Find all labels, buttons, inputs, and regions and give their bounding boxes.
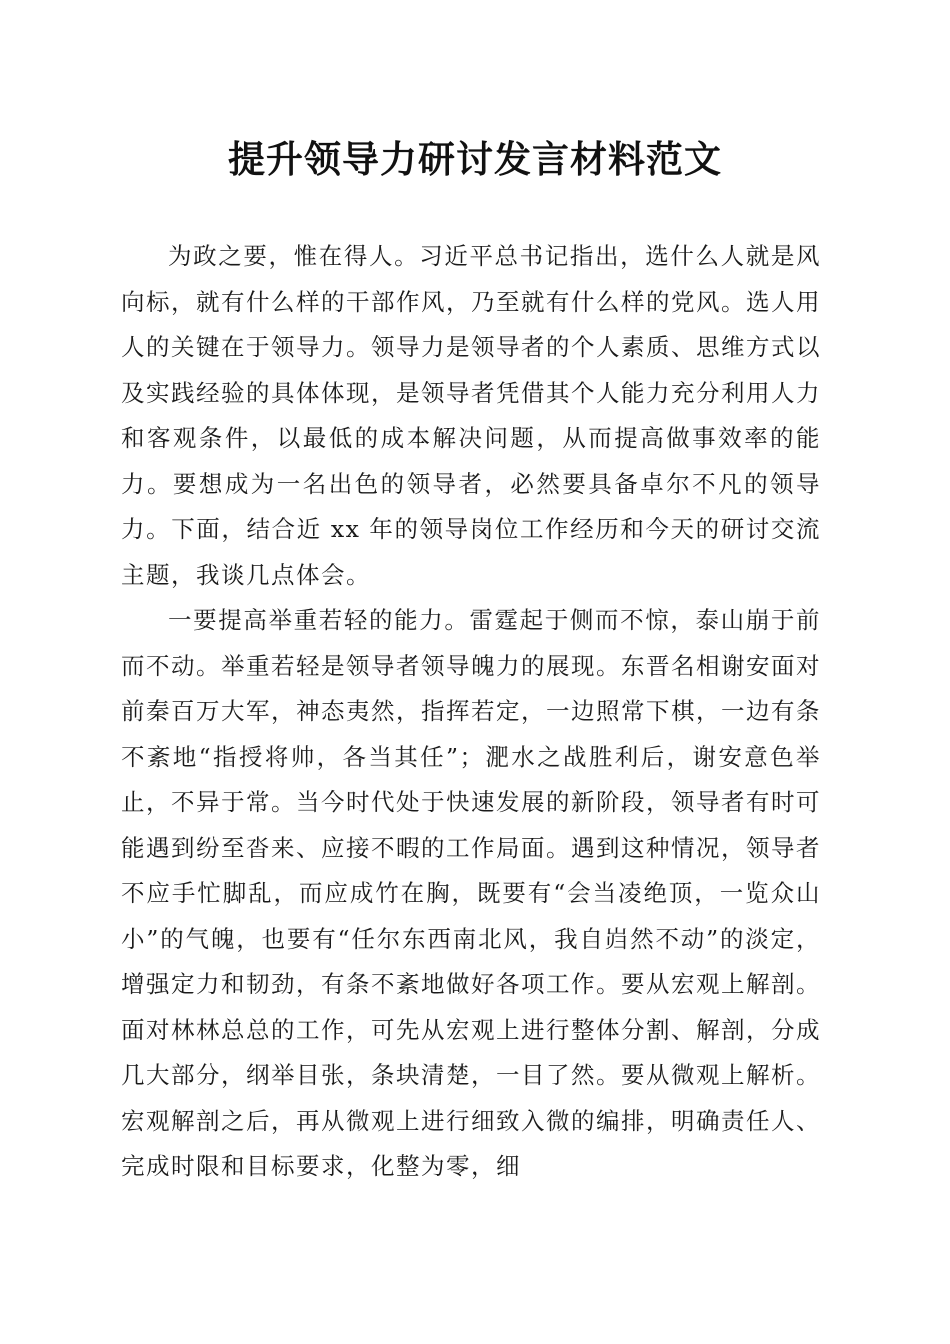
document-body [121, 234, 821, 1190]
paragraph-intro: 为政之要，惟在得人。习近平总书记指出，选什么人就是风向标，就有什么样的干部作风，乃至就有什么样的党风。选人用人的关键在于领导力。领导力是领导者的个人素质、思维方式以及实践经验的具体体现，是领导者凭借其个人能力充分利用人力和客观条件，以最低的成本解决问题，从而提高做事效率的能力。要想成为一名出色的领导者，必然要具备卓尔不凡的领导力。下面，结合近 xx 年的领导岗位工作经历和今天的研讨交流主题，我谈几点体会。 [121, 242, 821, 589]
document-title: 提升领导力研讨发言材料范文 [228, 137, 722, 181]
paragraph-point-one: 一要提高举重若轻的能力。雷霆起于侧而不惊，泰山崩于前而不动。举重若轻是领导者领导魄力的展现。东晋名相谢安面对前秦百万大军，神态夷然，指挥若定，一边照常下棋，一边有条不紊地“指授将帅，各当其任”；淝水之战胜利后，谢安意色举止，不异于常。当今时代处于快速发展的新阶段，领导者有时可能遇到纷至沓来、应接不暇的工作局面。遇到这种情况，领导者不应手忙脚乱，而应成竹在胸，既要有“会当凌绝顶，一览众山小”的气魄，也要有“任尔东西南北风，我自岿然不动”的淡定，增强定力和韧劲，有条不紊地做好各项工作。要从宏观上解剖。面对林林总总的工作，可先从宏观上进行整体分割、解剖，分成几大部分，纲举目张，条块清楚，一目了然。要从微观上解析。宏观解剖之后，再从微观上进行细致入微的编排，明确责任人、完成时限和目标要求，化整为零，细 [121, 606, 821, 1180]
